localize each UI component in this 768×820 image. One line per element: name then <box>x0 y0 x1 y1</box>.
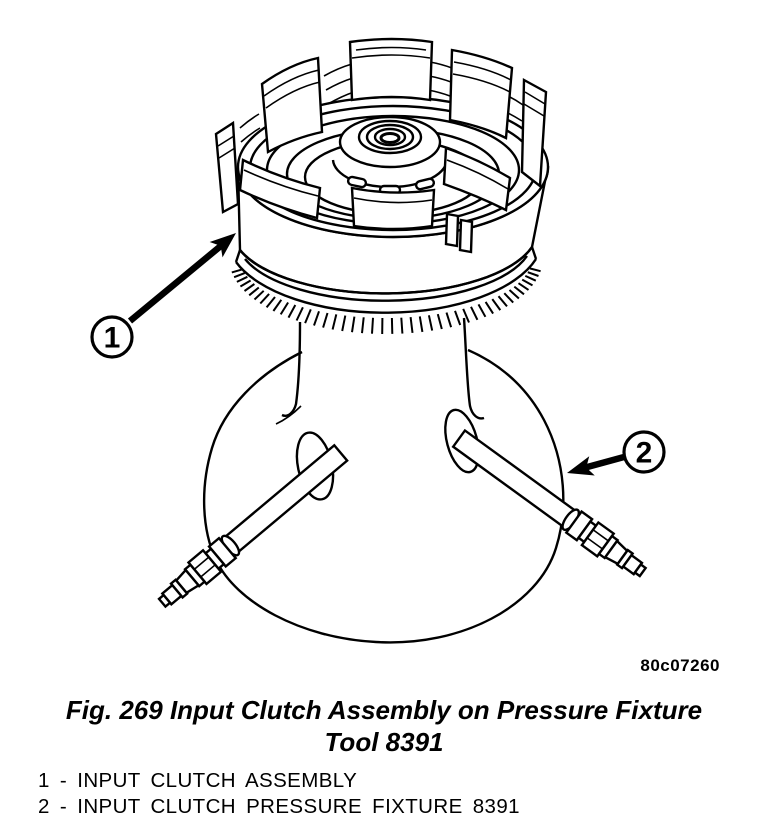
callout-1 <box>92 225 242 357</box>
caption-line-2: Tool 8391 <box>324 727 444 757</box>
caption-line-1: Fig. 269 Input Clutch Assembly on Pressure Fixture <box>65 695 703 725</box>
figure-caption <box>0 694 768 758</box>
legend-item-2: 2 - INPUT CLUTCH PRESSURE FIXTURE 8391 <box>38 795 520 818</box>
callout-1-arrow <box>130 240 228 321</box>
input-clutch-drum <box>216 39 548 293</box>
tab-notch-detail <box>446 214 458 246</box>
legend-item-1: 1 - INPUT CLUTCH ASSEMBLY <box>38 769 358 792</box>
callout-1-number: 1 <box>103 321 121 355</box>
callout-2-number: 2 <box>635 436 653 470</box>
callout-2 <box>564 432 664 483</box>
image-code: 80c07260 <box>640 656 720 675</box>
figure-legend <box>38 768 520 820</box>
